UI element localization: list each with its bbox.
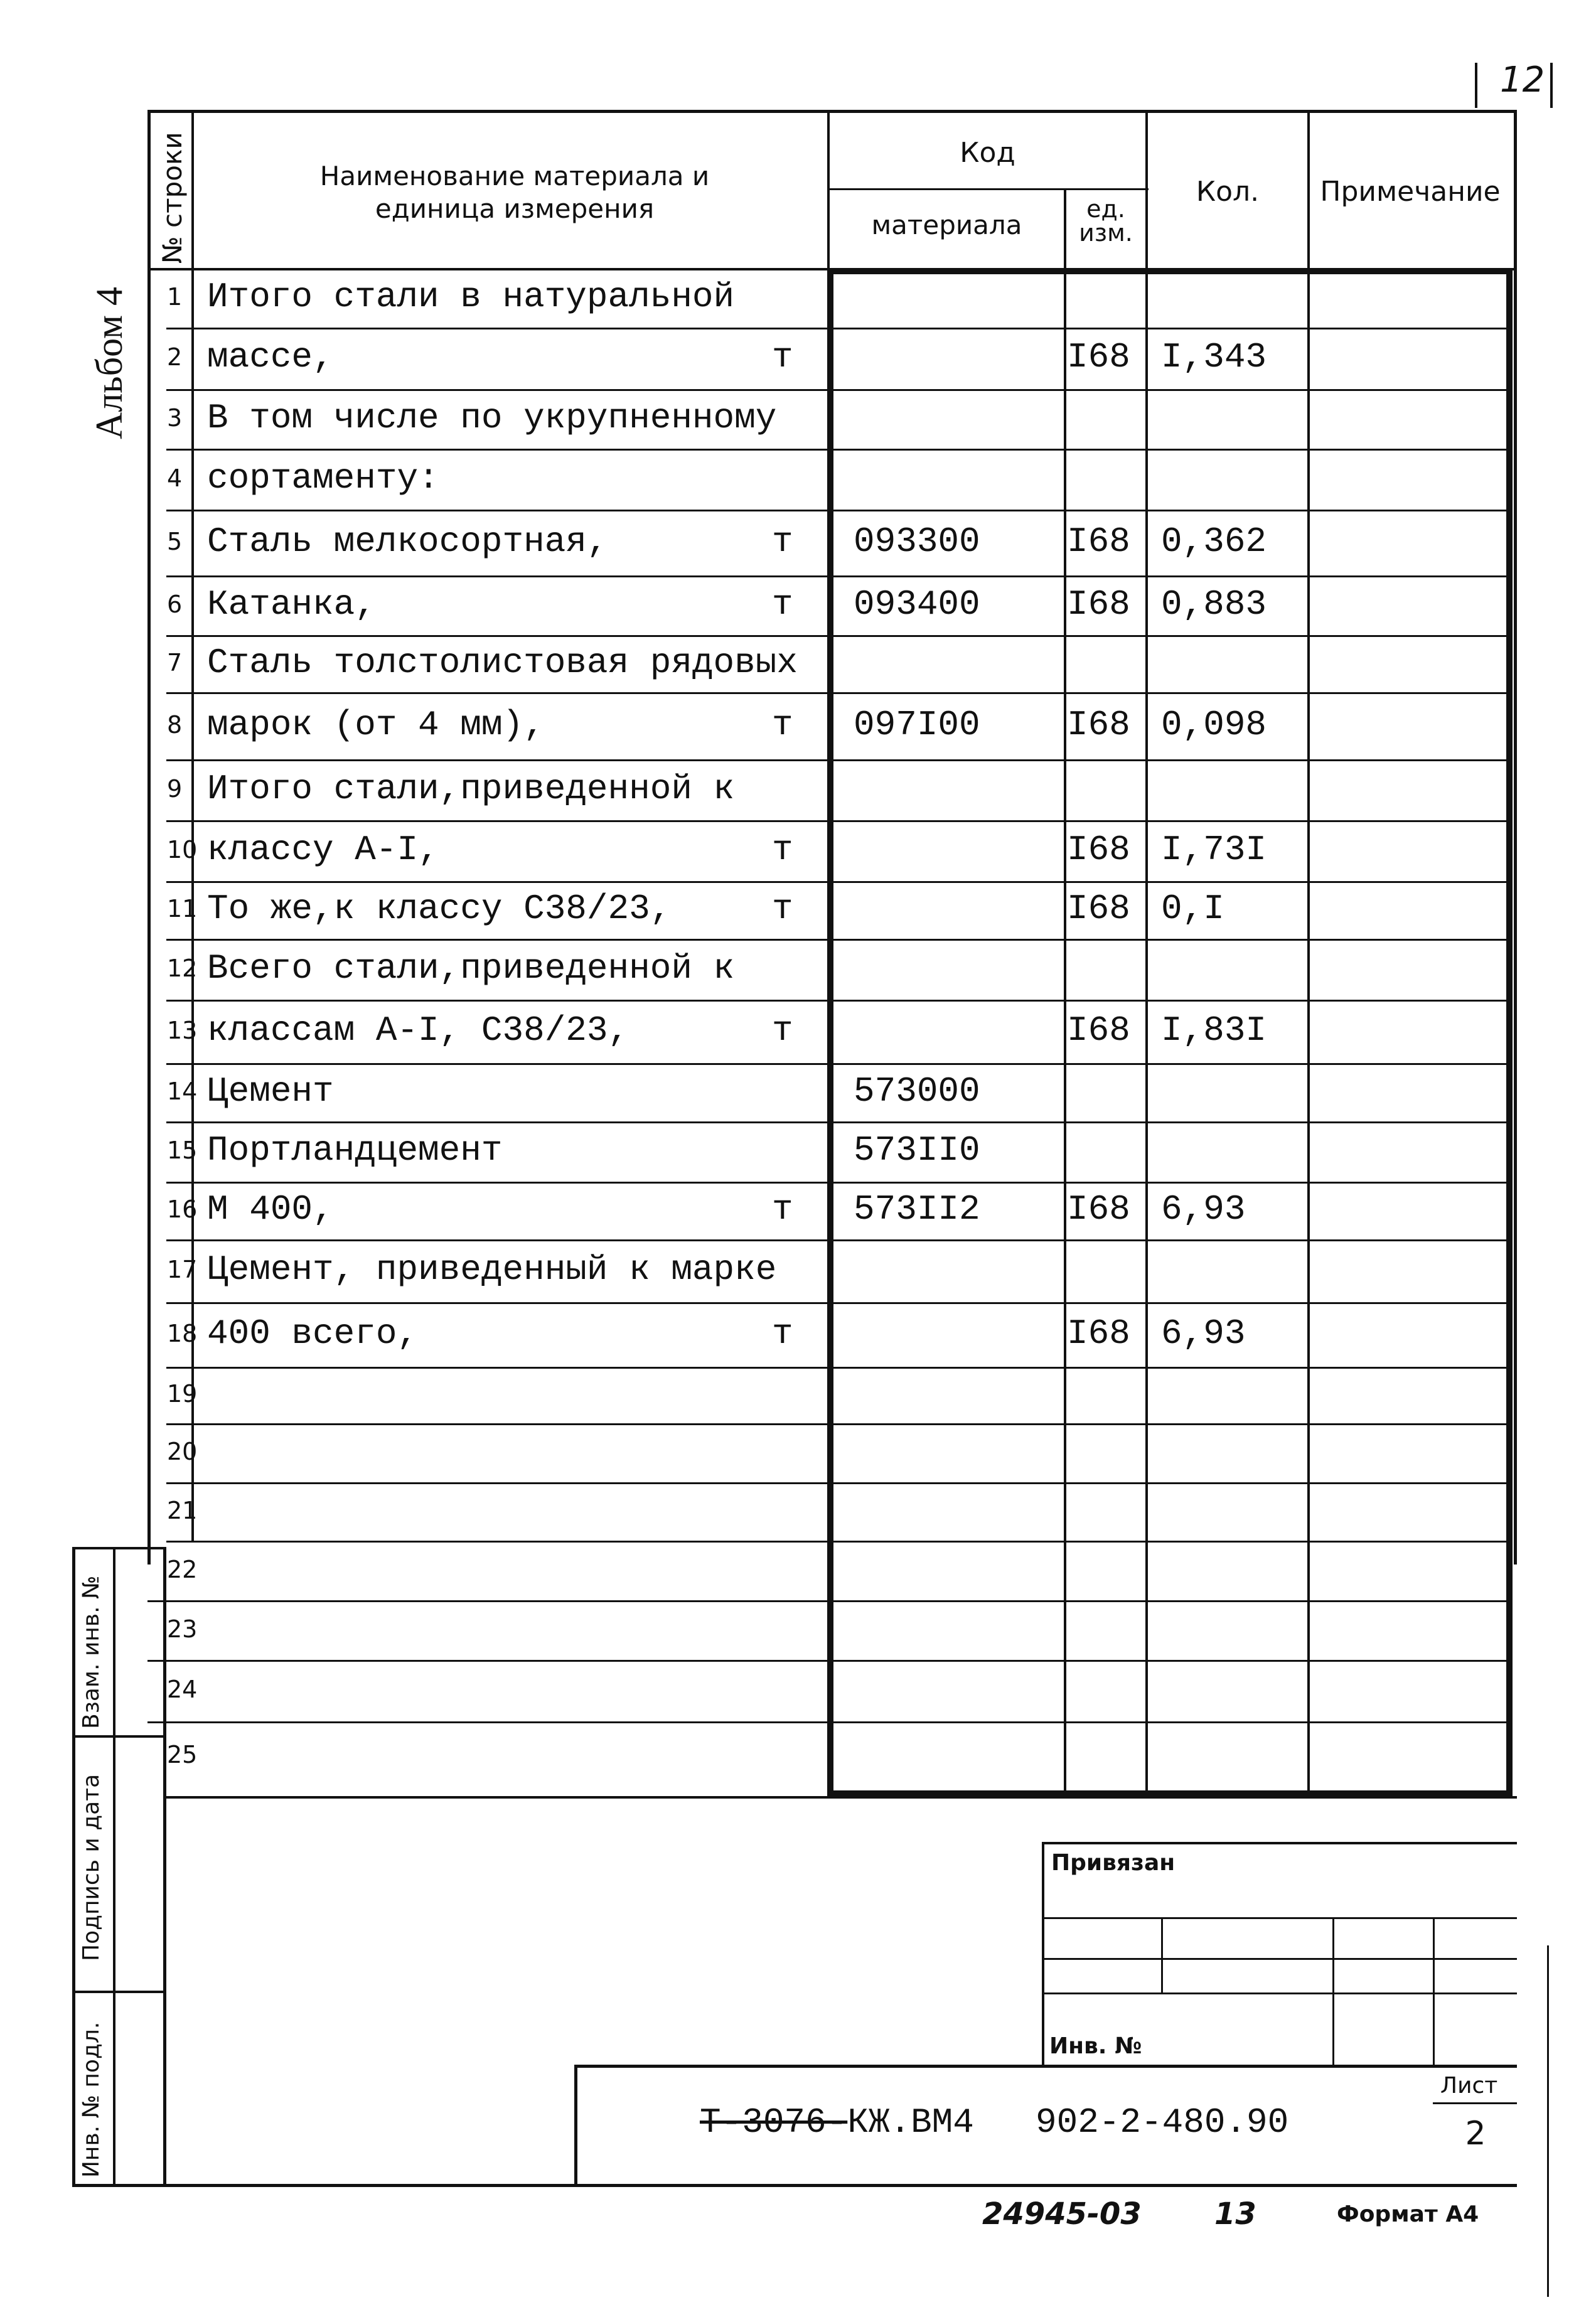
stamp-podpis: Подпись и дата [78, 1773, 104, 1961]
col-line [827, 110, 830, 268]
row-name: Итого стали в натуральной [207, 277, 735, 317]
row-line [166, 1541, 1513, 1543]
page-corner-line [1550, 63, 1553, 108]
row-qty: I,343 [1161, 337, 1267, 377]
row-number: 25 [167, 1741, 198, 1768]
footer-handwritten-no: 24945-03 [982, 2196, 1142, 2232]
row-unit-letter: т [772, 584, 793, 624]
title-line [166, 1796, 1517, 1799]
title-line [1042, 1842, 1044, 2068]
row-name: Портландцемент [207, 1130, 503, 1170]
title-doc-strike: Т-3076- [700, 2102, 848, 2142]
footer-format: Формат А4 [1337, 2201, 1479, 2227]
row-material-code: 573000 [854, 1071, 980, 1111]
row-line [166, 1000, 1513, 1002]
row-number: 10 [167, 835, 198, 864]
header-note: Примечание [1320, 176, 1501, 208]
title-line [1433, 1917, 1435, 2068]
stamp-inv: Инв. № подл. [78, 2021, 104, 2178]
row-qty: 6,93 [1161, 1189, 1246, 1229]
row-number: 5 [167, 527, 183, 555]
header-qty: Кол. [1196, 176, 1260, 208]
row-line [166, 1302, 1513, 1304]
header-row-number: № строки [157, 132, 188, 264]
row-name: марок (от 4 мм), [207, 704, 545, 745]
row-line [166, 1367, 1513, 1369]
row-number: 17 [167, 1256, 198, 1283]
row-line [166, 881, 1513, 883]
row-number: 1 [167, 283, 183, 311]
row-line [166, 449, 1513, 451]
row-number: 4 [167, 464, 183, 492]
row-number: 6 [167, 590, 183, 618]
title-sheet-value: 2 [1465, 2115, 1486, 2153]
row-material-code: 573II2 [854, 1189, 980, 1229]
stamp-line [72, 1991, 163, 1993]
title-doc-number: 902-2-480.90 [1036, 2102, 1289, 2142]
title-doc-code: КЖ.ВМ4 [847, 2102, 974, 2142]
frame-line [827, 188, 1149, 190]
row-name: Цемент, приведенный к марке [207, 1249, 777, 1290]
title-line [1433, 2102, 1517, 2104]
row-number: 18 [167, 1319, 198, 1347]
header-name: Наименование материала и единица измерения [319, 161, 710, 224]
row-line [166, 1121, 1513, 1123]
row-qty: I,73I [1161, 829, 1267, 870]
header-material: материала [871, 210, 1022, 240]
title-line [1042, 1917, 1517, 1919]
row-number: 13 [167, 1016, 198, 1044]
row-number: 23 [167, 1615, 198, 1643]
row-line [166, 939, 1513, 941]
row-number: 14 [167, 1077, 198, 1105]
col-line [827, 268, 833, 1796]
row-line [147, 1600, 1513, 1602]
row-material-code: 093400 [854, 584, 980, 624]
row-unit-code: I68 [1067, 1189, 1130, 1229]
stamp-line [113, 1547, 115, 2186]
row-unit-code: I68 [1067, 584, 1130, 624]
row-unit-letter: т [772, 704, 793, 745]
row-unit-letter: т [772, 521, 793, 562]
row-name: сортаменту: [207, 457, 439, 498]
frame-line [147, 110, 1517, 113]
stamp-line [72, 2184, 1517, 2187]
row-line [166, 635, 1513, 637]
row-line [166, 1423, 1513, 1425]
row-unit-letter: т [772, 829, 793, 870]
row-unit-code: I68 [1067, 704, 1130, 745]
title-line [1332, 1917, 1334, 2068]
row-number: 2 [167, 343, 183, 371]
row-unit-letter: т [772, 1313, 793, 1354]
row-number: 22 [167, 1555, 198, 1583]
row-qty: 0,I [1161, 889, 1224, 929]
row-number: 7 [167, 648, 183, 677]
row-number: 19 [167, 1380, 198, 1408]
row-unit-code: I68 [1067, 337, 1130, 377]
row-unit-code: I68 [1067, 1313, 1130, 1354]
title-line [574, 2065, 577, 2187]
row-number: 12 [167, 954, 198, 982]
row-line [166, 1063, 1513, 1065]
row-number: 3 [167, 404, 183, 432]
row-name: массе, [207, 337, 334, 377]
footer-handwritten-page: 13 [1214, 2196, 1256, 2232]
header-code: Код [960, 137, 1015, 169]
title-line [1042, 1958, 1517, 1960]
row-name: классам А-I, С38/23, [207, 1010, 629, 1051]
title-line [1042, 1842, 1517, 1844]
title-line [1161, 1917, 1163, 1992]
row-qty: I,83I [1161, 1010, 1267, 1051]
row-line [166, 759, 1513, 761]
row-line [166, 1482, 1513, 1484]
col-line [1064, 188, 1066, 1796]
row-name: В том числе по укрупненному [207, 397, 777, 438]
album-label: Альбом 4 [88, 287, 130, 439]
row-line [166, 1239, 1513, 1241]
row-line [166, 692, 1513, 694]
row-line [147, 1721, 1513, 1723]
row-line [166, 328, 1513, 329]
row-unit-letter: т [772, 1010, 793, 1051]
row-line [166, 389, 1513, 391]
row-line [166, 1182, 1513, 1184]
frame-line [1514, 110, 1517, 1565]
row-name: То же,к классу С38/23, [207, 889, 672, 929]
title-sheet-label: Лист [1440, 2073, 1498, 2099]
table-bottom-line [827, 268, 1513, 274]
row-line [166, 510, 1513, 511]
row-number: 8 [167, 710, 183, 739]
header-unit: ед. изм. [1079, 195, 1133, 247]
title-line [574, 2065, 1517, 2068]
frame-line [147, 110, 151, 1565]
row-name: Цемент [207, 1071, 334, 1111]
row-name: 400 всего, [207, 1313, 419, 1354]
row-number: 24 [167, 1676, 198, 1703]
row-line [166, 575, 1513, 577]
title-doc-designation [700, 2102, 974, 2142]
row-name: Сталь мелкосортная, [207, 521, 608, 562]
row-number: 9 [167, 774, 183, 803]
row-material-code: 573II0 [854, 1130, 980, 1170]
stamp-line [72, 1547, 75, 2187]
row-number: 15 [167, 1137, 198, 1164]
stamp-line [163, 1547, 166, 2186]
row-line [147, 1660, 1513, 1662]
stamp-line [72, 1547, 163, 1549]
stamp-vzam: Взам. инв. № [78, 1575, 104, 1729]
title-line [1042, 1992, 1517, 1994]
row-material-code: 097I00 [854, 704, 980, 745]
col-line [1307, 110, 1310, 1796]
row-number: 20 [167, 1438, 198, 1465]
row-unit-code: I68 [1067, 889, 1130, 929]
stamp-line [72, 1735, 163, 1738]
row-unit-letter: т [772, 337, 793, 377]
row-number: 11 [167, 895, 198, 923]
col-line [1506, 268, 1513, 1796]
row-qty: 0,362 [1161, 521, 1267, 562]
title-inv-no: Инв. № [1049, 2033, 1142, 2059]
row-number: 16 [167, 1195, 198, 1223]
row-line [166, 820, 1513, 822]
row-qty: 0,883 [1161, 584, 1267, 624]
row-qty: 6,93 [1161, 1313, 1246, 1354]
page-corner-line [1475, 63, 1477, 108]
row-unit-letter: т [772, 1189, 793, 1229]
margin-line [1547, 1945, 1549, 2297]
row-unit-letter: т [772, 889, 793, 929]
row-unit-code: I68 [1067, 829, 1130, 870]
row-name: Сталь толстолистовая рядовых [207, 642, 798, 683]
row-name: Катанка, [207, 584, 376, 624]
row-name: Всего стали,приведенной к [207, 948, 735, 988]
page-number: 12 [1500, 60, 1545, 100]
row-name: М 400, [207, 1189, 334, 1229]
row-number: 21 [167, 1496, 198, 1524]
col-line [1145, 110, 1148, 1796]
row-material-code: 093300 [854, 521, 980, 562]
row-name: классу А-I, [207, 829, 439, 870]
row-unit-code: I68 [1067, 521, 1130, 562]
row-qty: 0,098 [1161, 704, 1267, 745]
title-privyazan: Привязан [1051, 1850, 1176, 1876]
row-name: Итого стали,приведенной к [207, 768, 735, 809]
row-unit-code: I68 [1067, 1010, 1130, 1051]
